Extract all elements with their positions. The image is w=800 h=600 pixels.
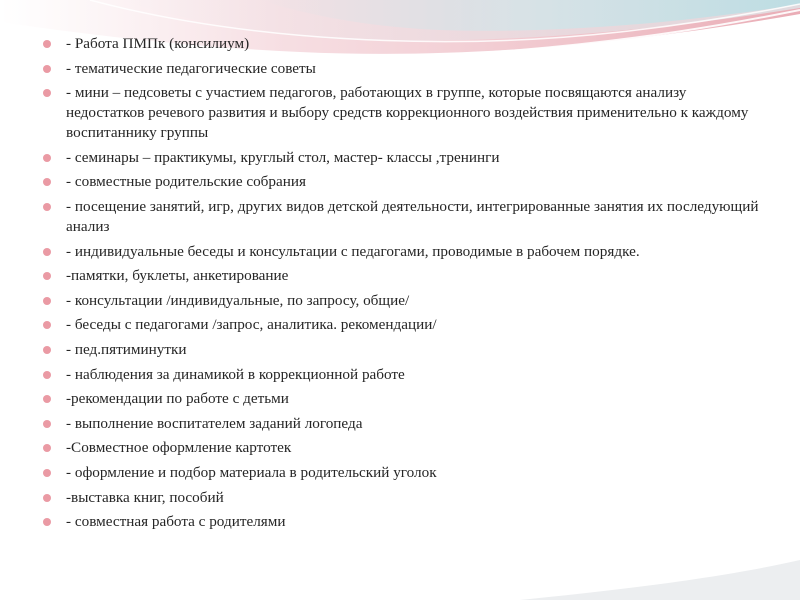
circle-bullet-icon bbox=[43, 346, 51, 354]
circle-bullet-icon bbox=[43, 154, 51, 162]
circle-bullet-icon bbox=[43, 248, 51, 256]
list-item-text: - совместные родительские собрания bbox=[66, 173, 306, 191]
list-item-text: - совместная работа с родителями bbox=[66, 513, 286, 531]
list-item-text: - выполнение воспитателем заданий логопеда bbox=[66, 414, 363, 432]
circle-bullet-icon bbox=[43, 518, 51, 526]
circle-bullet-icon bbox=[43, 444, 51, 452]
list-item bbox=[40, 83, 760, 143]
circle-bullet-icon bbox=[43, 469, 51, 477]
list-item bbox=[40, 148, 760, 168]
list-item-text: - консультации /индивидуальные, по запросу, общие/ bbox=[66, 291, 410, 309]
list-item-text: -рекомендации по работе с детьми bbox=[66, 390, 289, 408]
circle-bullet-icon bbox=[43, 494, 51, 502]
circle-bullet-icon bbox=[43, 395, 51, 403]
list-item-text: - пед.пятиминутки bbox=[66, 340, 187, 358]
list-item bbox=[40, 365, 760, 385]
list-item-text: - беседы с педагогами /запрос, аналитика. рекомендации/ bbox=[66, 316, 437, 334]
list-item bbox=[40, 488, 760, 508]
list-item-text: - Работа ПМПк (консилиум) bbox=[66, 35, 250, 52]
list-item bbox=[40, 389, 760, 409]
circle-bullet-icon bbox=[43, 272, 51, 280]
gray-corner-bottom-right bbox=[520, 560, 800, 600]
list-item-text: - посещение занятий, игр, других видов детской деятельности, интегрированные занятия их последующий анализ bbox=[66, 197, 759, 235]
list-item bbox=[40, 414, 760, 434]
list-item bbox=[40, 463, 760, 483]
list-item bbox=[40, 242, 760, 262]
circle-bullet-icon bbox=[43, 65, 51, 73]
list-item-text: -Совместное оформление картотек bbox=[66, 439, 292, 457]
list-item bbox=[40, 172, 760, 192]
bullet-list bbox=[40, 34, 760, 532]
circle-bullet-icon bbox=[43, 89, 51, 97]
circle-bullet-icon bbox=[43, 297, 51, 305]
list-item bbox=[40, 315, 760, 335]
list-item bbox=[40, 512, 760, 532]
list-item-text: - индивидуальные беседы и консультации с педагогами, проводимые в рабочем порядке. bbox=[66, 242, 640, 260]
list-item-text: - тематические педагогические советы bbox=[66, 59, 316, 77]
circle-bullet-icon bbox=[43, 178, 51, 186]
list-item-text: - наблюдения за динамикой в коррекционной работе bbox=[66, 365, 405, 383]
list-item bbox=[40, 291, 760, 311]
list-item bbox=[40, 34, 760, 54]
list-item bbox=[40, 340, 760, 360]
list-item-text: -выставка книг, пособий bbox=[66, 488, 224, 506]
list-item-text: - оформление и подбор материала в родительский уголок bbox=[66, 463, 437, 481]
circle-bullet-icon bbox=[43, 371, 51, 379]
circle-bullet-icon bbox=[43, 420, 51, 428]
circle-bullet-icon bbox=[43, 40, 51, 48]
list-item bbox=[40, 266, 760, 286]
list-item bbox=[40, 438, 760, 458]
circle-bullet-icon bbox=[43, 203, 51, 211]
list-item-text: - семинары – практикумы, круглый стол, мастер- классы ,тренинги bbox=[66, 148, 500, 166]
list-item-text: - мини – педсоветы с участием педагогов, работающих в группе, которые посвящаются анализу недостатков речевого развития и выбору средств коррекционного воздействия применительно к каждому воспитаннику группы bbox=[66, 84, 749, 142]
list-item bbox=[40, 197, 760, 237]
list-item bbox=[40, 59, 760, 79]
slide-content bbox=[40, 34, 760, 537]
circle-bullet-icon bbox=[43, 321, 51, 329]
list-item-text: -памятки, буклеты, анкетирование bbox=[66, 267, 289, 285]
